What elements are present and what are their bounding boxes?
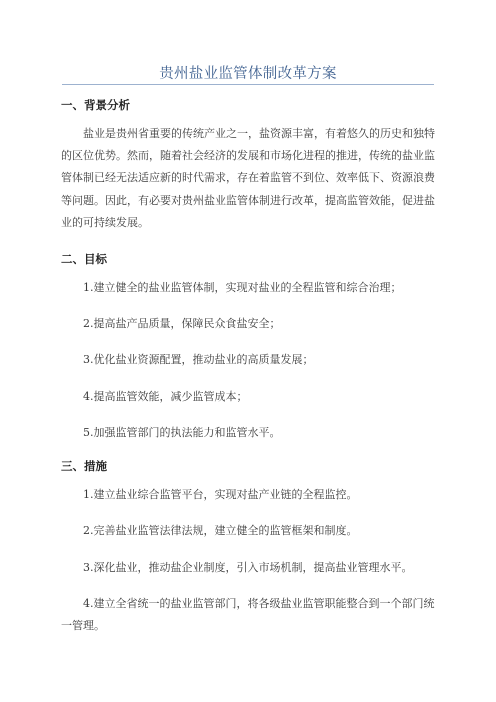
goal-item: 3.优化盐业资源配置，推动盐业的高质量发展； bbox=[83, 353, 314, 366]
section-heading-measures: 三、措施 bbox=[61, 459, 107, 473]
goal-item: 1.建立健全的盐业监管体制，实现对盐业的全程监管和综合治理； bbox=[83, 281, 402, 294]
goal-item: 4.提高监管效能，减少监管成本； bbox=[83, 390, 248, 403]
measure-item: 2.完善盐业监管法律法规，建立健全的监管框架和制度。 bbox=[83, 524, 358, 537]
background-paragraph: 盐业是贵州省重要的传统产业之一，盐资源丰富，有着悠久的历史和独特的区位优势。然而，随着社会经济的发展和市场化进程的推进，传统的盐业监管体制已经无法适应新的时代需求，存在着监管不到位、效率低下、资源浪费等问题。因此，有必要对贵州盐业监管体制进行改革，提高监管效能，促进盐业的可持续发展。 bbox=[61, 127, 435, 229]
title-divider bbox=[62, 84, 434, 85]
goal-item: 5.加强监管部门的执法能力和监管水平。 bbox=[83, 426, 281, 439]
measure-item: 4.建立全省统一的盐业监管部门，将各级盐业监管职能整合到一个部门统一管理。 bbox=[61, 597, 435, 633]
section-heading-goals: 二、目标 bbox=[61, 252, 107, 266]
goal-item: 2.提高盐产品质量，保障民众食盐安全； bbox=[83, 317, 281, 330]
section-heading-background: 一、背景分析 bbox=[61, 98, 130, 112]
measure-item: 3.深化盐业，推动盐企业制度，引入市场机制，提高盐业管理水平。 bbox=[83, 561, 413, 574]
document-title: 贵州盐业监管体制改革方案 bbox=[159, 66, 337, 82]
measure-item: 1.建立盐业综合监管平台，实现对盐产业链的全程监控。 bbox=[83, 488, 358, 501]
